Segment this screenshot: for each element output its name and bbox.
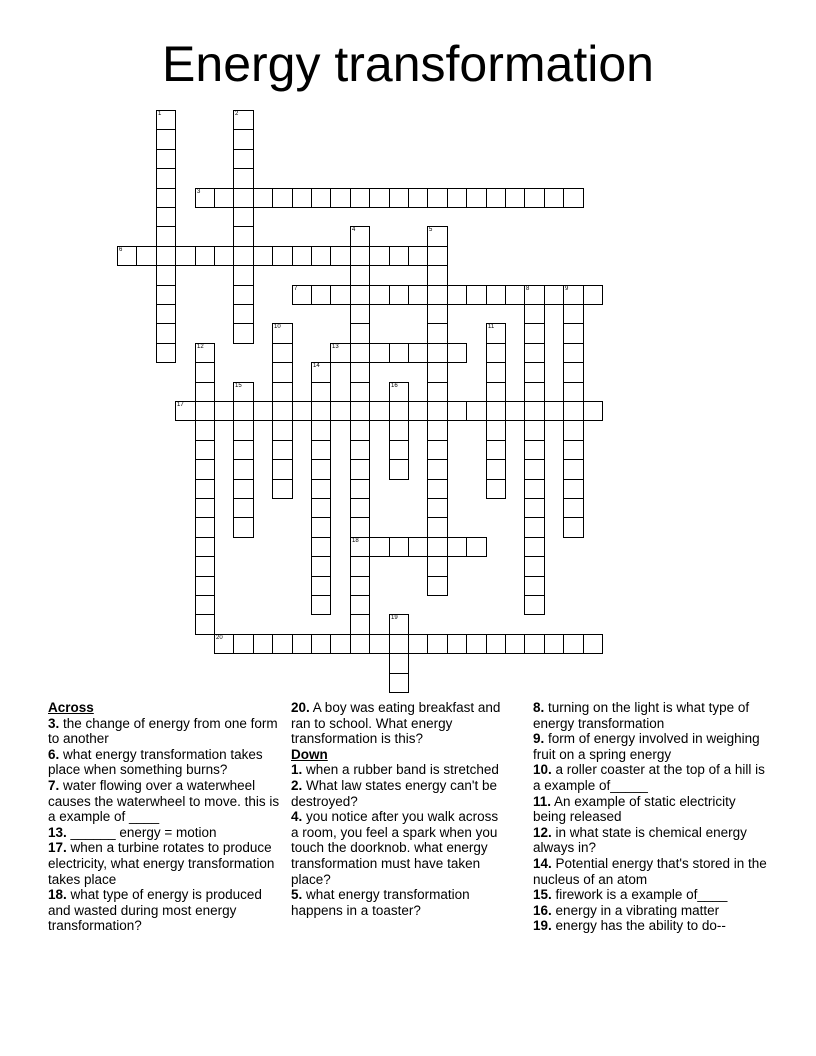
grid-cell[interactable] (524, 401, 545, 421)
grid-cell[interactable] (524, 382, 545, 402)
grid-cell[interactable] (389, 440, 409, 460)
grid-cell[interactable] (330, 343, 351, 363)
grid-cell[interactable] (330, 246, 351, 266)
grid-cell[interactable] (156, 226, 176, 247)
clue-column-1 (48, 700, 284, 934)
grid-cell[interactable] (156, 265, 176, 286)
cell-number: 11 (488, 324, 495, 330)
grid-cell[interactable] (311, 285, 331, 305)
grid-cell[interactable] (524, 362, 545, 383)
grid-cell[interactable] (563, 323, 584, 344)
grid-cell[interactable] (195, 401, 215, 421)
grid-cell[interactable] (311, 188, 331, 208)
grid-cell[interactable] (233, 304, 254, 324)
cell-number: 5 (429, 227, 433, 233)
grid-cell[interactable] (253, 634, 273, 654)
grid-cell[interactable] (427, 401, 448, 421)
grid-cell[interactable] (272, 420, 293, 441)
grid-cell[interactable] (389, 343, 409, 363)
grid-cell[interactable] (233, 420, 254, 441)
clue-across-17: 17. when a turbine rotates to produce electricity, what energy transformation takes place (48, 840, 275, 887)
grid-cell[interactable] (195, 537, 215, 557)
clue-column-3 (533, 700, 769, 934)
grid-cell[interactable] (369, 285, 390, 305)
grid-cell[interactable] (311, 517, 331, 538)
page-title: Energy transformation (162, 36, 654, 92)
grid-cell[interactable] (544, 634, 564, 654)
grid-cell[interactable] (486, 362, 506, 383)
grid-cell[interactable] (505, 634, 525, 654)
grid-cell[interactable] (563, 343, 584, 363)
grid-cell[interactable] (563, 459, 584, 480)
grid-cell[interactable] (311, 498, 331, 518)
clue-across-6: 6. what energy transformation takes place when something burns? (48, 746, 263, 778)
clue-column-2 (291, 700, 507, 918)
grid-cell[interactable] (486, 285, 506, 305)
grid-cell[interactable] (292, 188, 312, 208)
grid-cell[interactable] (350, 246, 370, 266)
grid-cell[interactable] (272, 188, 293, 208)
grid-cell[interactable] (272, 362, 293, 383)
grid-cell[interactable] (311, 362, 331, 383)
grid-cell[interactable] (583, 285, 603, 305)
grid-cell[interactable] (427, 265, 448, 286)
grid-cell[interactable] (563, 440, 584, 460)
grid-cell[interactable] (156, 110, 176, 130)
cell-number: 6 (119, 247, 123, 253)
grid-cell[interactable] (156, 129, 176, 150)
grid-cell[interactable] (330, 401, 351, 421)
grid-cell[interactable] (233, 479, 254, 499)
grid-cell[interactable] (253, 188, 273, 208)
grid-cell[interactable] (524, 556, 545, 577)
clue-down-4: 4. you notice after you walk across a room, you feel a spark when you touch the doorknob. what energy transformation must have taken place? (291, 809, 499, 887)
grid-cell[interactable] (524, 479, 545, 499)
grid-cell[interactable] (524, 304, 545, 324)
grid-cell[interactable] (350, 343, 370, 363)
grid-cell[interactable] (311, 401, 331, 421)
grid-cell[interactable] (427, 498, 448, 518)
grid-cell[interactable] (427, 556, 448, 577)
grid-cell[interactable] (233, 207, 254, 227)
grid-cell[interactable] (563, 634, 584, 654)
grid-cell[interactable] (427, 420, 448, 441)
cell-number: 4 (352, 227, 356, 233)
grid-cell[interactable] (311, 420, 331, 441)
clue-down-9: 9. form of energy involved in weighing fruit on a spring energy (533, 731, 760, 762)
grid-cell[interactable] (272, 246, 293, 266)
grid-cell[interactable] (350, 537, 370, 557)
cell-number: 1 (158, 111, 162, 117)
grid-cell[interactable] (486, 420, 506, 441)
clue-across-18: 18. what type of energy is produced and wasted during most energy transformation? (48, 887, 262, 934)
grid-cell[interactable] (292, 285, 312, 305)
grid-cell[interactable] (466, 537, 487, 557)
grid-cell[interactable] (408, 401, 428, 421)
grid-cell[interactable] (350, 304, 370, 324)
grid-cell[interactable] (447, 343, 467, 363)
grid-cell[interactable] (156, 304, 176, 324)
cell-number: 15 (235, 383, 242, 389)
grid-cell[interactable] (563, 517, 584, 538)
grid-cell[interactable] (311, 576, 331, 596)
clue-across-13: 13. ______ energy = motion (48, 824, 217, 840)
grid-cell[interactable] (311, 459, 331, 480)
grid-cell[interactable] (214, 246, 234, 266)
grid-cell[interactable] (389, 673, 409, 693)
grid-cell[interactable] (272, 382, 293, 402)
grid-cell[interactable] (427, 246, 448, 266)
grid-cell[interactable] (350, 459, 370, 480)
grid-cell[interactable] (505, 401, 525, 421)
grid-cell[interactable] (195, 479, 215, 499)
grid-cell[interactable] (233, 498, 254, 518)
grid-cell[interactable] (466, 285, 487, 305)
cell-number: 2 (235, 111, 239, 117)
grid-cell[interactable] (389, 420, 409, 441)
grid-cell[interactable] (233, 459, 254, 480)
clue-down-10: 10. a roller coaster at the top of a hill is a example of_____ (533, 762, 765, 793)
clue-across-7: 7. water flowing over a waterwheel causes the waterwheel to move. this is a example of ____ (48, 777, 280, 825)
grid-cell[interactable] (389, 285, 409, 305)
grid-cell[interactable] (524, 323, 545, 344)
grid-cell[interactable] (447, 537, 467, 557)
grid-cell[interactable] (524, 440, 545, 460)
grid-cell[interactable] (447, 285, 467, 305)
grid-cell[interactable] (427, 634, 448, 654)
grid-cell[interactable] (486, 440, 506, 460)
cell-number: 18 (352, 538, 359, 544)
grid-cell[interactable] (233, 634, 254, 654)
cell-number: 20 (216, 635, 223, 641)
grid-cell[interactable] (350, 323, 370, 344)
grid-cell[interactable] (175, 246, 196, 266)
grid-cell[interactable] (408, 343, 428, 363)
grid-cell[interactable] (408, 285, 428, 305)
grid-cell[interactable] (427, 362, 448, 383)
grid-cell[interactable] (524, 420, 545, 441)
grid-cell[interactable] (156, 188, 176, 208)
clue-down-15: 15. firework is a example of____ (533, 887, 728, 903)
grid-cell[interactable] (195, 595, 215, 615)
grid-cell[interactable] (195, 382, 215, 402)
grid-cell[interactable] (563, 420, 584, 441)
grid-cell[interactable] (272, 323, 293, 344)
grid-cell[interactable] (233, 323, 254, 344)
grid-cell[interactable] (233, 226, 254, 247)
grid-cell[interactable] (272, 440, 293, 460)
cell-number: 16 (391, 383, 398, 389)
clue-down-1: 1. when a rubber band is stretched (291, 762, 499, 778)
grid-cell[interactable] (563, 285, 584, 305)
grid-cell[interactable] (233, 188, 254, 208)
grid-cell[interactable] (195, 459, 215, 480)
grid-cell[interactable] (350, 634, 370, 654)
grid-cell[interactable] (195, 517, 215, 538)
grid-cell[interactable] (350, 440, 370, 460)
grid-cell[interactable] (389, 634, 409, 654)
clue-down-16: 16. energy in a vibrating matter (533, 902, 720, 918)
grid-cell[interactable] (389, 614, 409, 635)
grid-cell[interactable] (156, 285, 176, 305)
grid-cell[interactable] (369, 401, 390, 421)
grid-cell[interactable] (524, 285, 545, 305)
cell-number: 3 (197, 189, 201, 195)
grid-cell[interactable] (524, 595, 545, 615)
grid-cell[interactable] (505, 188, 525, 208)
grid-cell[interactable] (156, 149, 176, 169)
grid-cell[interactable] (195, 440, 215, 460)
clue-down-14: 14. Potential energy that's stored in the nucleus of an atom (533, 855, 767, 887)
grid-cell[interactable] (408, 188, 428, 208)
grid-cell[interactable] (544, 285, 564, 305)
clue-down-11: 11. An example of static electricity being released (533, 793, 736, 825)
clue-down-8: 8. turning on the light is what type of energy transformation (533, 700, 750, 731)
grid-cell[interactable] (524, 459, 545, 480)
grid-cell[interactable] (389, 401, 409, 421)
grid-cell[interactable] (311, 556, 331, 577)
cell-number: 17 (177, 402, 184, 408)
grid-cell[interactable] (195, 498, 215, 518)
grid-cell[interactable] (233, 110, 254, 130)
clue-down-5: 5. what energy transformation happens in a toaster? (291, 887, 470, 918)
grid-cell[interactable] (156, 207, 176, 227)
grid-cell[interactable] (466, 634, 487, 654)
grid-cell[interactable] (350, 226, 370, 247)
grid-cell[interactable] (427, 188, 448, 208)
grid-cell[interactable] (272, 479, 293, 499)
grid-cell[interactable] (233, 168, 254, 189)
grid-cell[interactable] (524, 517, 545, 538)
grid-cell[interactable] (563, 304, 584, 324)
clue-across-20: 20. A boy was eating breakfast and ran to school. What energy transformation is this? (291, 700, 501, 747)
grid-cell[interactable] (195, 420, 215, 441)
grid-cell[interactable] (311, 634, 331, 654)
grid-cell[interactable] (195, 556, 215, 577)
cell-number: 8 (526, 286, 530, 292)
grid-cell[interactable] (447, 634, 467, 654)
grid-cell[interactable] (486, 401, 506, 421)
grid-cell[interactable] (330, 188, 351, 208)
grid-cell[interactable] (350, 362, 370, 383)
grid-cell[interactable] (427, 459, 448, 480)
grid-cell[interactable] (427, 479, 448, 499)
grid-cell[interactable] (292, 401, 312, 421)
grid-cell[interactable] (389, 459, 409, 480)
grid-cell[interactable] (311, 595, 331, 615)
grid-cell[interactable] (233, 129, 254, 150)
grid-cell[interactable] (233, 401, 254, 421)
grid-cell[interactable] (583, 634, 603, 654)
grid-cell[interactable] (427, 537, 448, 557)
grid-cell[interactable] (195, 576, 215, 596)
grid-cell[interactable] (253, 401, 273, 421)
grid-cell[interactable] (524, 634, 545, 654)
grid-cell[interactable] (563, 188, 584, 208)
grid-cell[interactable] (292, 246, 312, 266)
grid-cell[interactable] (311, 479, 331, 499)
grid-cell[interactable] (427, 382, 448, 402)
grid-cell[interactable] (524, 537, 545, 557)
grid-cell[interactable] (524, 576, 545, 596)
grid-cell[interactable] (408, 246, 428, 266)
grid-cell[interactable] (350, 595, 370, 615)
grid-cell[interactable] (427, 576, 448, 596)
grid-cell[interactable] (195, 614, 215, 635)
grid-cell[interactable] (350, 614, 370, 635)
grid-cell[interactable] (563, 401, 584, 421)
grid-cell[interactable] (272, 343, 293, 363)
grid-cell[interactable] (389, 246, 409, 266)
grid-cell[interactable] (156, 343, 176, 363)
grid-cell[interactable] (350, 517, 370, 538)
grid-cell[interactable] (466, 401, 487, 421)
grid-cell[interactable] (466, 188, 487, 208)
grid-cell[interactable] (233, 285, 254, 305)
grid-cell[interactable] (214, 188, 234, 208)
grid-cell[interactable] (563, 479, 584, 499)
grid-cell[interactable] (486, 479, 506, 499)
grid-cell[interactable] (544, 188, 564, 208)
grid-cell[interactable] (369, 246, 390, 266)
grid-cell[interactable] (156, 323, 176, 344)
grid-cell[interactable] (369, 537, 390, 557)
grid-cell[interactable] (427, 440, 448, 460)
grid-cell[interactable] (350, 556, 370, 577)
grid-cell[interactable] (447, 401, 467, 421)
clue-across-3: 3. the change of energy from one form to another (48, 715, 278, 747)
grid-cell[interactable] (195, 343, 215, 363)
grid-cell[interactable] (136, 246, 157, 266)
grid-cell[interactable] (311, 440, 331, 460)
grid-cell[interactable] (175, 401, 196, 421)
grid-cell[interactable] (330, 634, 351, 654)
grid-cell[interactable] (563, 362, 584, 383)
grid-cell[interactable] (389, 382, 409, 402)
grid-cell[interactable] (272, 401, 293, 421)
grid-cell[interactable] (330, 285, 351, 305)
grid-cell[interactable] (427, 304, 448, 324)
cell-number: 19 (391, 615, 398, 621)
grid-cell[interactable] (350, 479, 370, 499)
grid-cell[interactable] (272, 634, 293, 654)
grid-cell[interactable] (292, 634, 312, 654)
grid-cell[interactable] (195, 188, 215, 208)
grid-cell[interactable] (389, 537, 409, 557)
grid-cell[interactable] (350, 420, 370, 441)
grid-cell[interactable] (233, 517, 254, 538)
cell-number: 9 (565, 286, 569, 292)
grid-cell[interactable] (233, 440, 254, 460)
cell-number: 12 (197, 344, 204, 350)
grid-cell[interactable] (350, 382, 370, 402)
grid-cell[interactable] (427, 285, 448, 305)
grid-cell[interactable] (369, 634, 390, 654)
grid-cell[interactable] (214, 401, 234, 421)
clue-down-2: 2. What law states energy can't be destroyed? (291, 777, 497, 809)
grid-cell[interactable] (447, 188, 467, 208)
grid-cell[interactable] (350, 265, 370, 286)
grid-cell[interactable] (233, 149, 254, 169)
grid-cell[interactable] (505, 285, 525, 305)
cell-number: 7 (294, 286, 298, 292)
clue-down-12: 12. in what state is chemical energy always in? (533, 824, 747, 856)
grid-cell[interactable] (486, 459, 506, 480)
grid-cell[interactable] (486, 634, 506, 654)
clue-down-19: 19. energy has the ability to do-- (533, 918, 726, 934)
grid-cell[interactable] (427, 323, 448, 344)
grid-cell[interactable] (524, 343, 545, 363)
grid-cell[interactable] (427, 226, 448, 247)
grid-cell[interactable] (350, 285, 370, 305)
grid-cell[interactable] (195, 246, 215, 266)
grid-cell[interactable] (408, 537, 428, 557)
grid-cell[interactable] (311, 537, 331, 557)
grid-cell[interactable] (233, 246, 254, 266)
grid-cell[interactable] (117, 246, 137, 266)
grid-cell[interactable] (486, 323, 506, 344)
grid-cell[interactable] (233, 382, 254, 402)
grid-cell[interactable] (350, 576, 370, 596)
grid-cell[interactable] (486, 188, 506, 208)
grid-cell[interactable] (369, 343, 390, 363)
grid-cell[interactable] (524, 188, 545, 208)
cell-number: 10 (274, 324, 281, 330)
grid-cell[interactable] (486, 343, 506, 363)
grid-cell[interactable] (350, 188, 370, 208)
cell-number: 13 (332, 344, 339, 350)
grid-cell[interactable] (563, 382, 584, 402)
grid-cell[interactable] (544, 401, 564, 421)
grid-cell[interactable] (350, 498, 370, 518)
grid-cell[interactable] (427, 517, 448, 538)
grid-cell[interactable] (195, 362, 215, 383)
grid-cell[interactable] (233, 265, 254, 286)
grid-cell[interactable] (389, 653, 409, 674)
grid-cell[interactable] (311, 382, 331, 402)
grid-cell[interactable] (369, 188, 390, 208)
across-heading: Across (48, 700, 94, 715)
grid-cell[interactable] (156, 246, 176, 266)
grid-cell[interactable] (524, 498, 545, 518)
grid-cell[interactable] (214, 634, 234, 654)
grid-cell[interactable] (311, 246, 331, 266)
grid-cell[interactable] (563, 498, 584, 518)
grid-cell[interactable] (350, 401, 370, 421)
grid-cell[interactable] (486, 382, 506, 402)
grid-cell[interactable] (272, 459, 293, 480)
grid-cell[interactable] (389, 188, 409, 208)
grid-cell[interactable] (408, 634, 428, 654)
grid-cell[interactable] (156, 168, 176, 189)
grid-cell[interactable] (427, 343, 448, 363)
cell-number: 14 (313, 363, 320, 369)
grid-cell[interactable] (253, 246, 273, 266)
grid-cell[interactable] (583, 401, 603, 421)
down-heading: Down (291, 746, 328, 762)
